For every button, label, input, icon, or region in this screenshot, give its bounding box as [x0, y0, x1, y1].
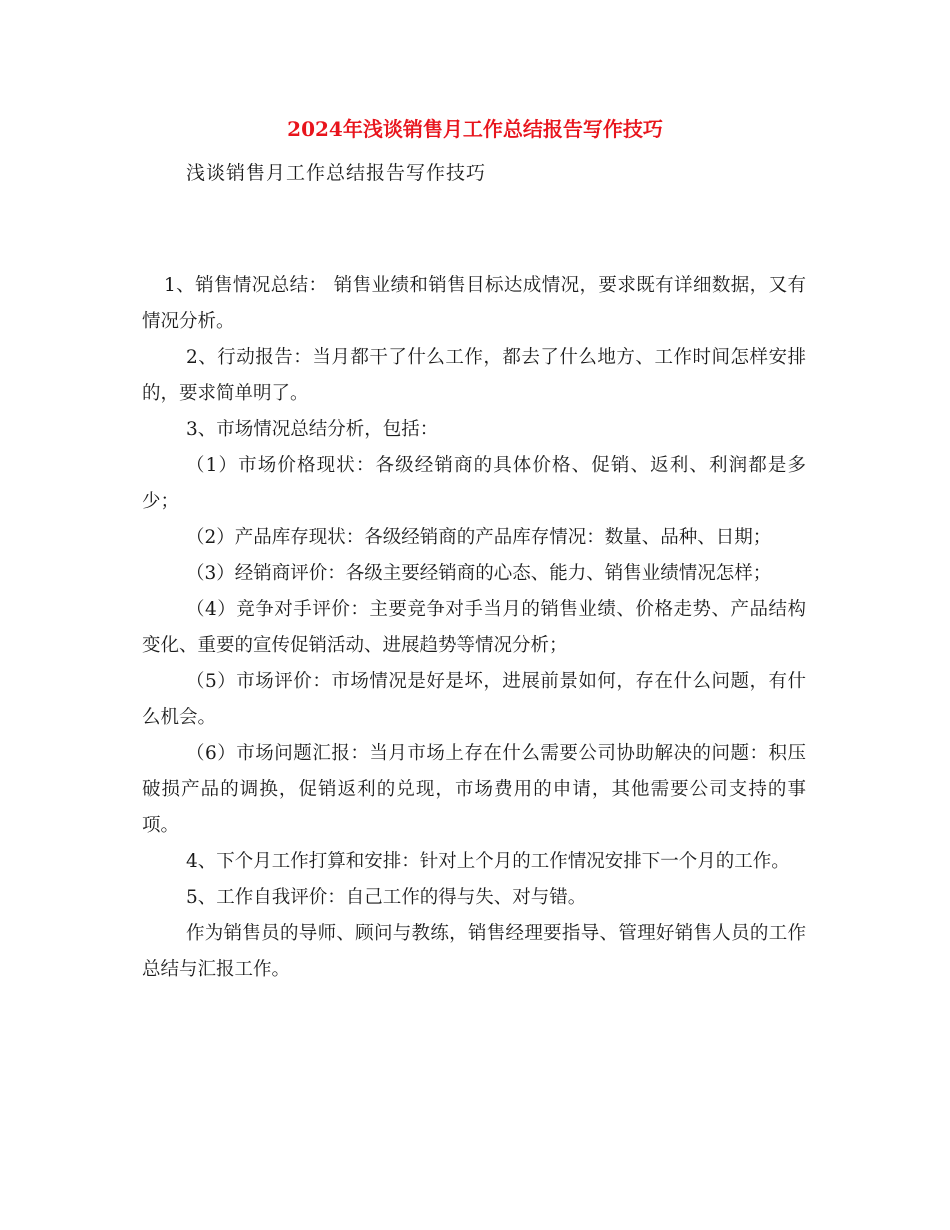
paragraph-market-evaluation: （5）市场评价：市场情况是好是坏，进展前景如何，存在什么问题，有什么机会。 [142, 671, 806, 728]
paragraph-market-analysis: 3、市场情况总结分析，包括： [186, 419, 439, 440]
document-title: 2024年浅谈销售月工作总结报告写作技巧 [287, 117, 663, 141]
paragraph-manager-role: 作为销售员的导师、顾问与教练，销售经理要指导、管理好销售人员的工作总结与汇报工作。 [142, 923, 806, 980]
document-subtitle: 浅谈销售月工作总结报告写作技巧 [186, 162, 487, 184]
paragraph-action-report: 2、行动报告：当月都干了什么工作，都去了什么地方、工作时间怎样安排的，要求简单明了。 [142, 347, 806, 404]
paragraph-inventory: （2）产品库存现状：各级经销商的产品库存情况：数量、品种、日期； [186, 527, 772, 548]
document-body [142, 268, 806, 988]
paragraph-dealer-evaluation: （3）经销商评价：各级主要经销商的心态、能力、销售业绩情况怎样； [186, 563, 772, 584]
paragraph-self-evaluation: 5、工作自我评价：自己工作的得与失、对与错。 [186, 887, 587, 908]
paragraph-market-price: （1）市场价格现状：各级经销商的具体价格、促销、返利、利润都是多少； [142, 455, 806, 512]
paragraph-competitor-evaluation: （4）竞争对手评价：主要竞争对手当月的销售业绩、价格走势、产品结构变化、重要的宣传促销活动、进展趋势等情况分析； [142, 599, 806, 656]
paragraph-sales-summary: 1、销售情况总结： 销售业绩和销售目标达成情况，要求既有详细数据，又有情况分析。 [142, 275, 806, 332]
paragraph-market-issues: （6）市场问题汇报：当月市场上存在什么需要公司协助解决的问题：积压破损产品的调换，促销返利的兑现，市场费用的申请，其他需要公司支持的事项。 [142, 743, 806, 836]
paragraph-next-month-plan: 4、下个月工作打算和安排：针对上个月的工作情况安排下一个月的工作。 [186, 851, 790, 872]
